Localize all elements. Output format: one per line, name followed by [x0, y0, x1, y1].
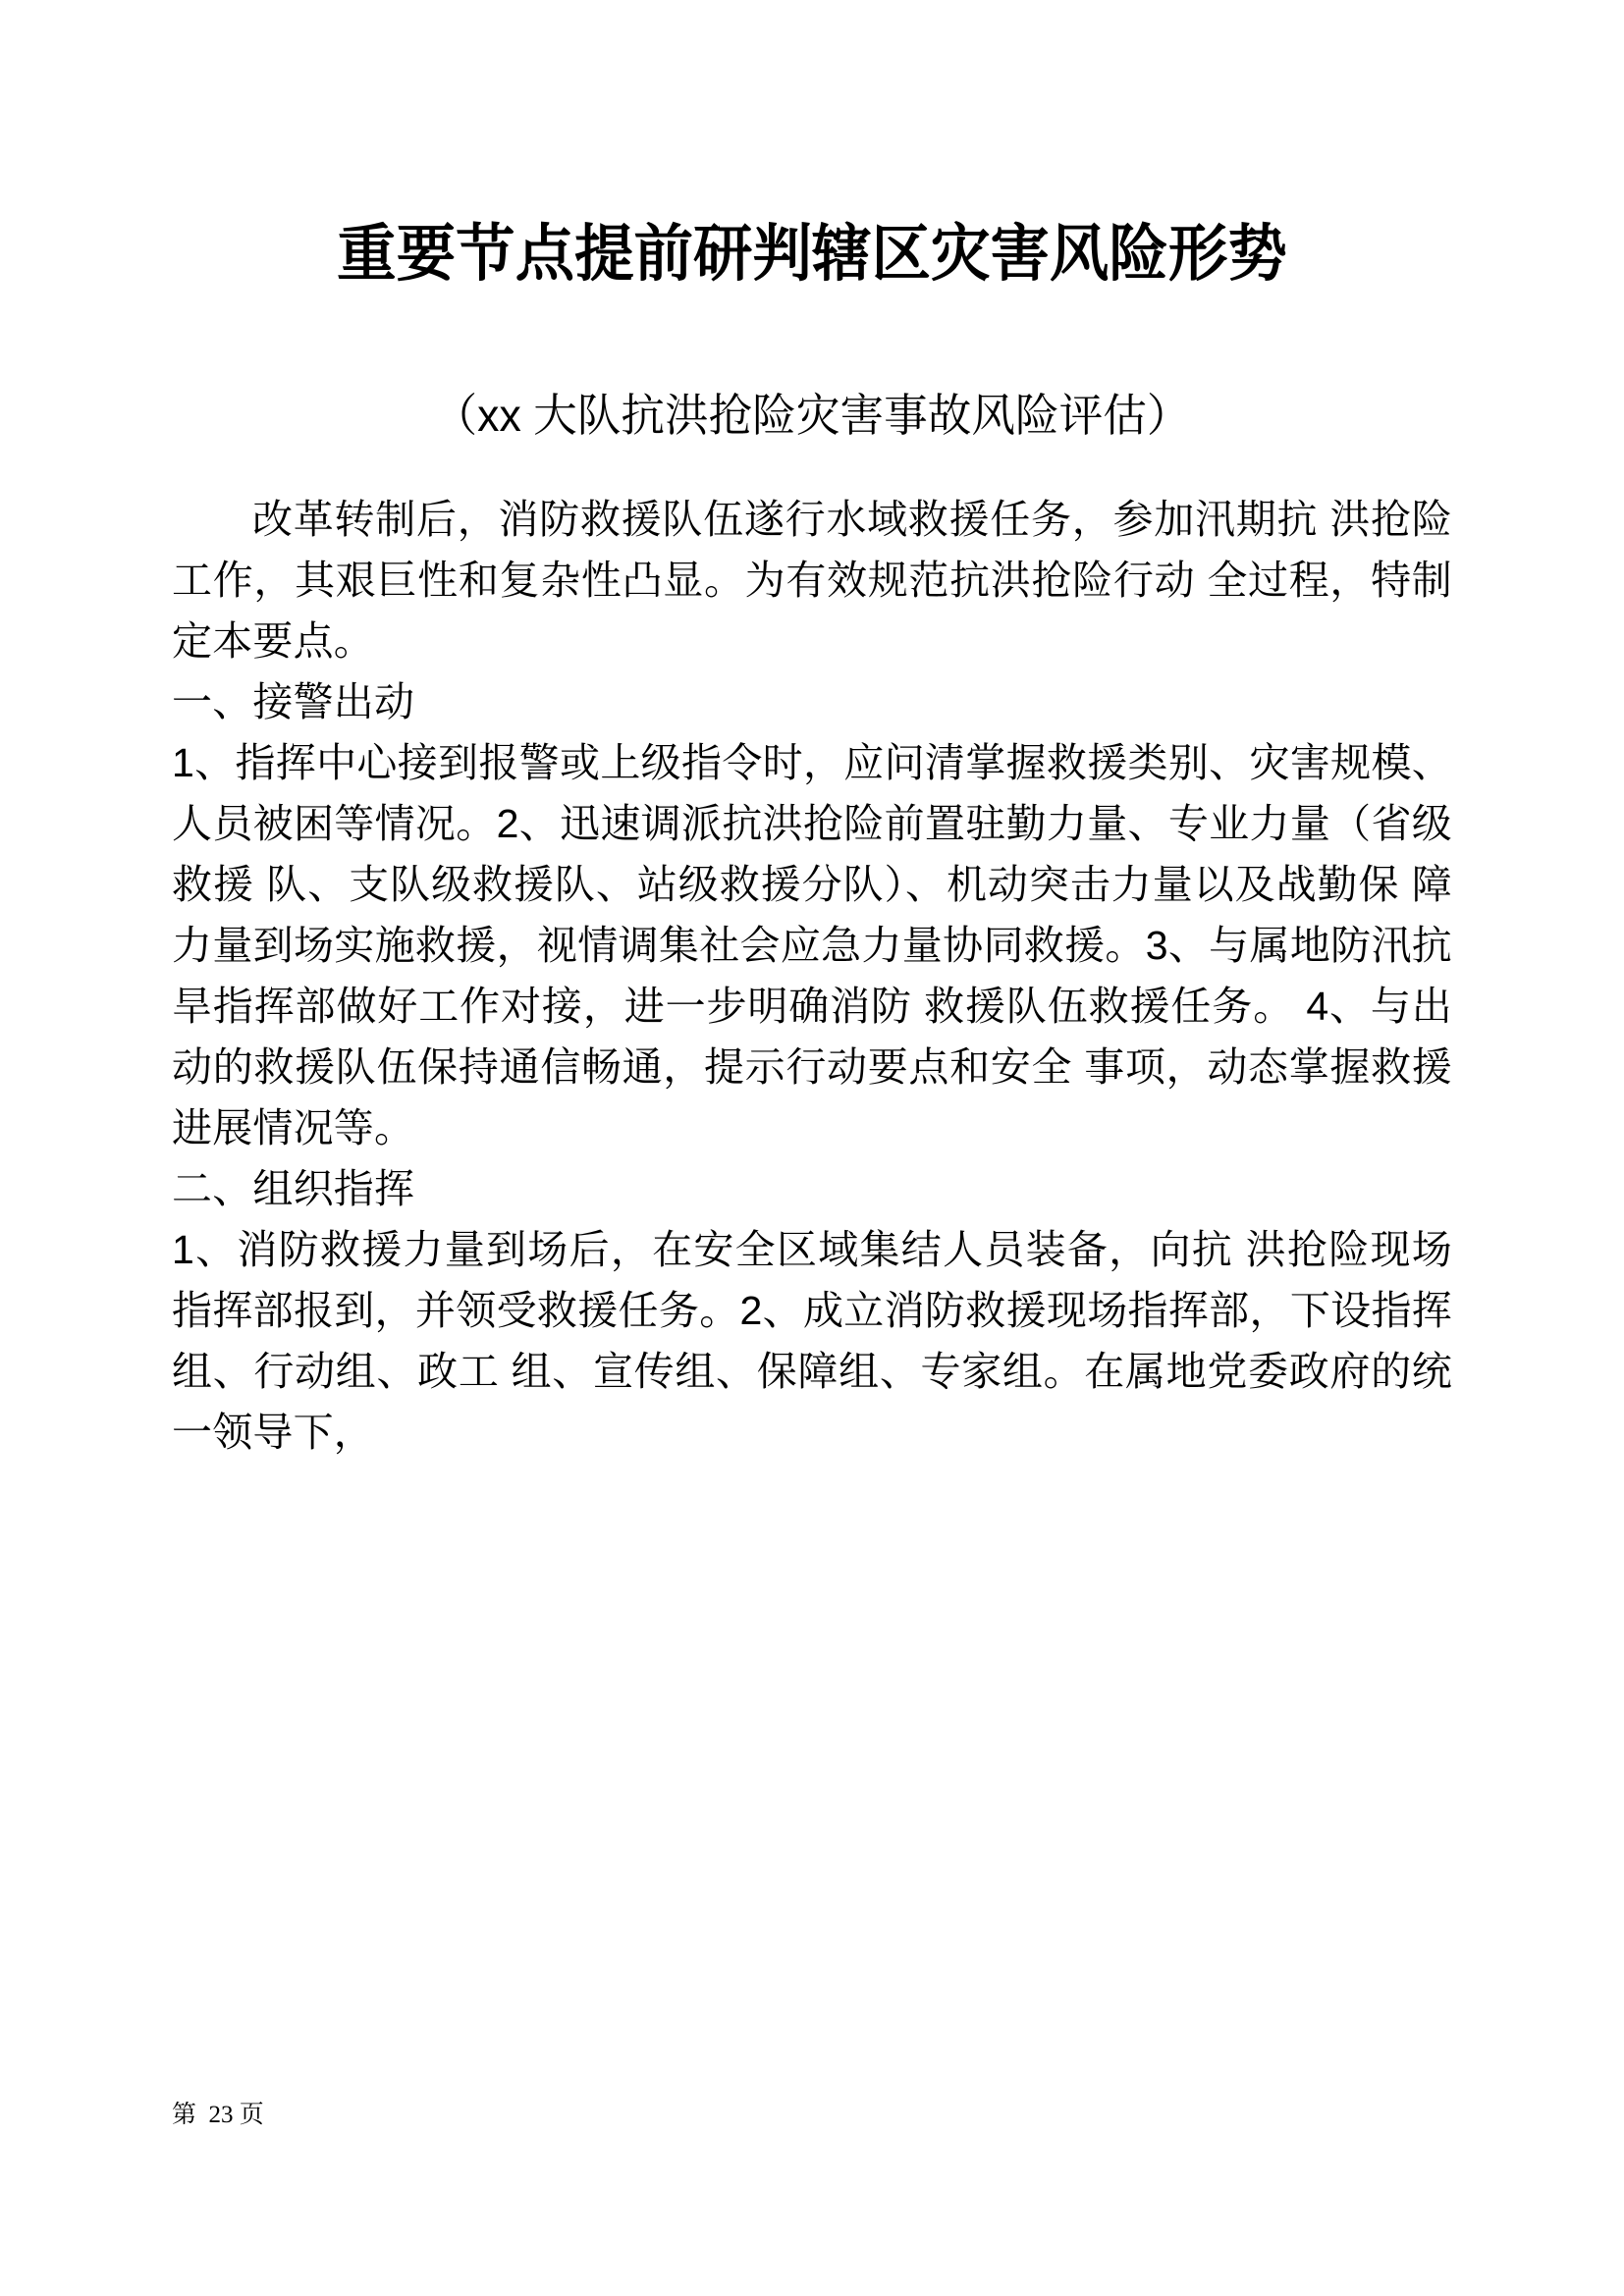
- section-two-body: 1、消防救援力量到场后，在安全区域集结人员装备，向抗 洪抢险现场指挥部报到，并领受救援任务。2、成立消防救援现场指挥部，下设指挥组、行动组、政工 组、宣传组、保障组、专家组。在属地党委政府的统一领导下，: [172, 1226, 1452, 1455]
- section-one-body: 1、指挥中心接到报警或上级指令时，应问清掌握救援类别、灾害规模、人员被困等情况。2、迅速调派抗洪抢险前置驻勤力量、专业力量（省级救援 队、支队级救援队、站级救援分队）、机动突击力量以及战勤保 障力量到场实施救援，视情调集社会应急力量协同救援。3、与属地防汛抗旱指挥部做好工作对接，进一步明确消防 救援队伍救援任务。 4、与出动的救援队伍保持通信畅通，提示行动要点和安全 事项，动态掌握救援进展情况等。: [172, 739, 1452, 1150]
- section-heading-two: 二、组织指挥: [172, 1165, 415, 1211]
- section-heading-one: 一、接警出动: [172, 678, 415, 724]
- document-body: [172, 489, 1452, 1463]
- page-title: 重要节点提前研判辖区灾害风险形势: [337, 220, 1287, 289]
- paragraph-intro: 改革转制后，消防救援队伍遂行水域救援任务，参加汛期抗 洪抢险工作，其艰巨性和复杂性凸显。为有效规范抗洪抢险行动 全过程，特制定本要点。: [172, 496, 1452, 664]
- page-footer: 第 23 页: [172, 2102, 264, 2128]
- document-subtitle: （xx 大队抗洪抢险灾害事故风险评估）: [433, 390, 1191, 442]
